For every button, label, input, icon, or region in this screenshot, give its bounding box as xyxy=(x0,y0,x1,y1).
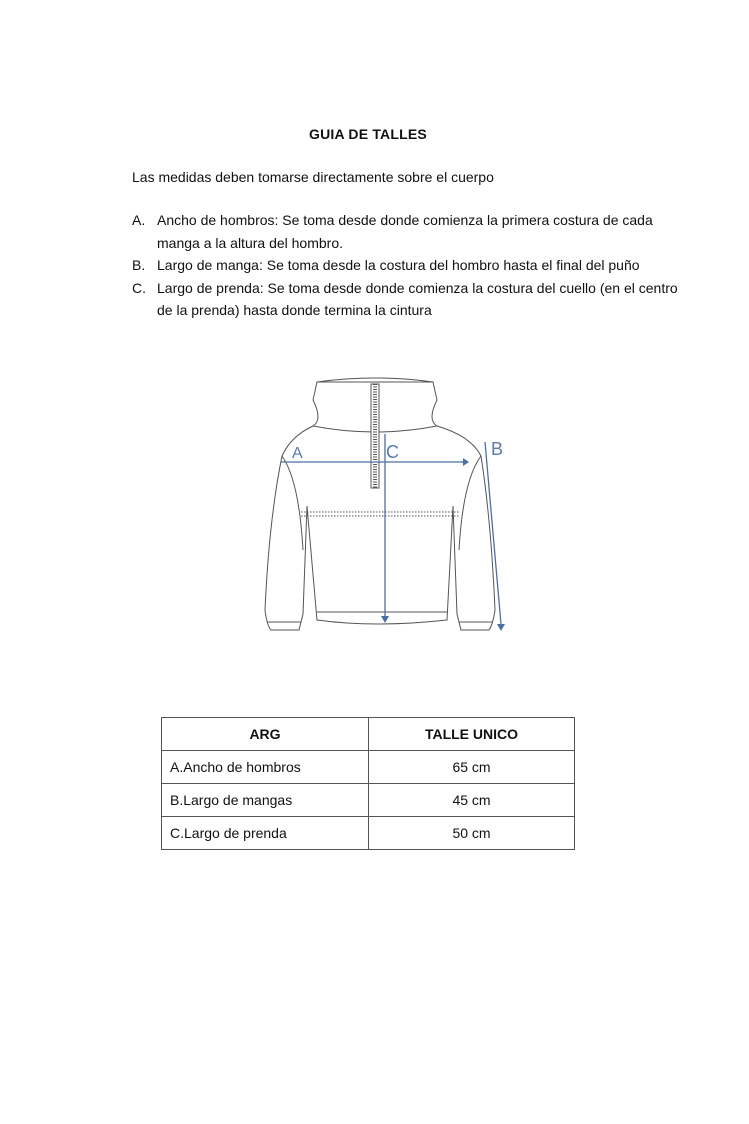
instruction-item-a xyxy=(132,209,692,254)
instruction-list xyxy=(132,209,692,322)
instruction-text: Ancho de hombros: Se toma desde donde comienza la primera costura de cada manga a la altura del hombro. xyxy=(157,212,653,251)
instruction-marker: B. xyxy=(132,257,146,273)
garment-outline xyxy=(265,378,495,630)
instruction-text: Largo de prenda: Se toma desde donde comienza la costura del cuello (en el centro de la prenda) hasta donde termina la cintura xyxy=(157,279,678,318)
measurement-value: 50 cm xyxy=(369,817,575,850)
table-row xyxy=(162,784,575,817)
garment-diagram xyxy=(255,370,515,640)
instruction-item-c xyxy=(132,277,692,322)
measurement-name: B.Largo de mangas xyxy=(162,784,369,817)
column-header-arg: ARG xyxy=(162,718,369,751)
instruction-marker: C. xyxy=(132,279,146,296)
table-row xyxy=(162,751,575,784)
size-table xyxy=(161,717,575,850)
column-header-size: TALLE UNICO xyxy=(369,718,575,751)
label-c: C xyxy=(386,442,399,462)
measurement-name: A.Ancho de hombros xyxy=(162,751,369,784)
instruction-item-b xyxy=(132,254,692,277)
zipper xyxy=(371,384,379,488)
label-b: B xyxy=(491,439,504,459)
table-header-row xyxy=(162,718,575,751)
page-title: GUIA DE TALLES xyxy=(309,126,427,142)
measurement-value: 45 cm xyxy=(369,784,575,817)
instruction-text: Largo de manga: Se toma desde la costura del hombro hasta el final del puño xyxy=(157,257,640,273)
measurement-name: C.Largo de prenda xyxy=(162,817,369,850)
intro-text: Las medidas deben tomarse directamente sobre el cuerpo xyxy=(132,169,494,185)
instruction-marker: A. xyxy=(132,212,146,228)
label-a: A xyxy=(292,445,303,462)
table-row xyxy=(162,817,575,850)
measurement-value: 65 cm xyxy=(369,751,575,784)
